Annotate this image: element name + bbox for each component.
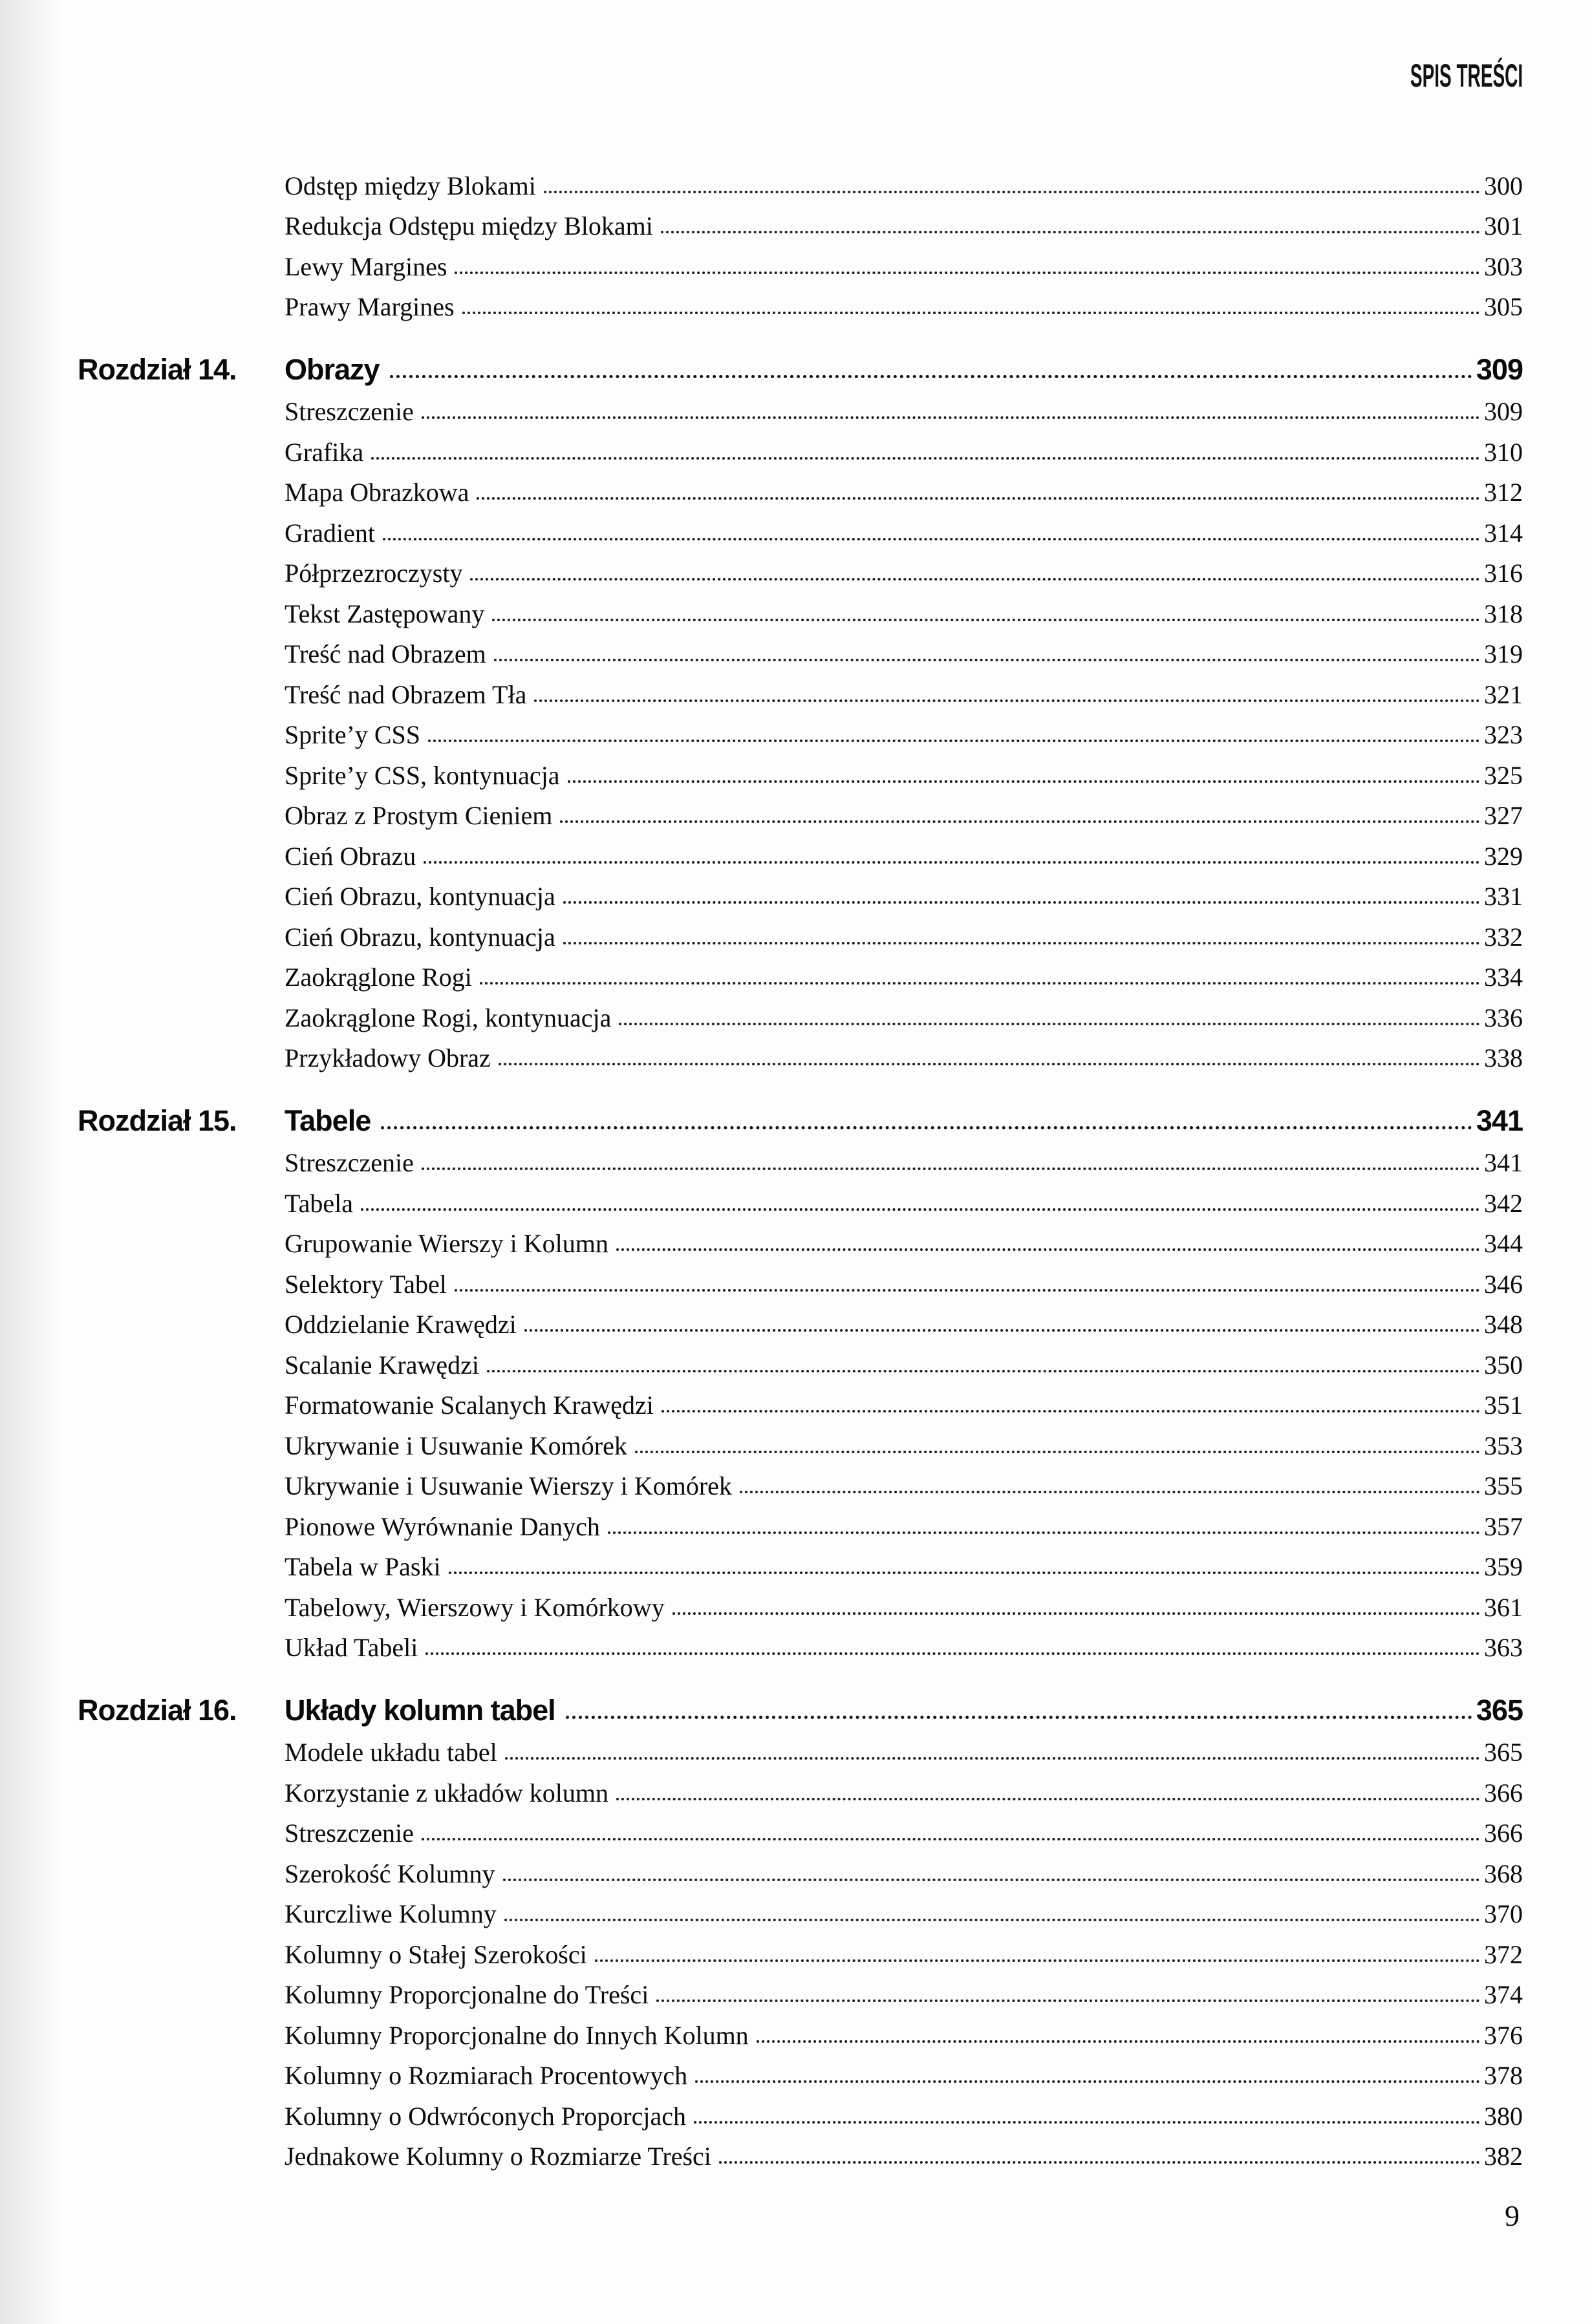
toc-entry-title: Kolumny o Odwróconych Proporcjach [285,2101,686,2131]
toc-entry-row [78,1767,1523,1807]
toc-entry-row [78,1380,1523,1420]
toc-entry-title: Kolumny o Stałej Szerokości [285,1939,587,1969]
toc-entry-title: Pionowe Wyrównanie Danych [285,1511,600,1541]
dotted-leader [595,1959,1480,1962]
toc-chapter-page: 309 [1476,353,1523,386]
toc-entry-page: 300 [1484,171,1523,200]
toc-entry-page: 355 [1484,1471,1523,1500]
toc-entry-title: Streszczenie [285,1818,414,1848]
toc-entry-title: Ukrywanie i Usuwanie Komórek [285,1431,627,1460]
toc-entry-row [78,709,1523,750]
toc-entry-row [78,1500,1523,1541]
dotted-leader [534,699,1480,702]
toc-chapter-page: 341 [1476,1104,1523,1137]
toc-entry-row [78,2009,1523,2050]
toc [78,160,1523,2171]
toc-entry-row [78,911,1523,952]
toc-entry-page: 323 [1484,720,1523,749]
toc-entry-page: 321 [1484,679,1523,709]
toc-entry-page: 380 [1484,2101,1523,2131]
toc-entry-title: Selektory Tabel [285,1269,447,1299]
toc-entry-row [78,2090,1523,2131]
dotted-leader [424,861,1480,864]
toc-chapter-label: Rozdział 14. [78,353,237,386]
toc-entry-page: 353 [1484,1431,1523,1460]
toc-entry-title: Sprite’y CSS [285,720,421,749]
dotted-leader [480,982,1480,985]
dotted-leader [616,1248,1480,1251]
dotted-leader [672,1612,1480,1615]
toc-entry-row [78,548,1523,588]
toc-entry-row [78,1541,1523,1582]
toc-entry-page: 301 [1484,211,1523,240]
toc-entry-page: 312 [1484,478,1523,507]
toc-entry-title: Tabelowy, Wierszowy i Komórkowy [285,1592,665,1622]
toc-entry-title: Szerokość Kolumny [285,1859,495,1888]
toc-entry-row [78,1177,1523,1218]
toc-entry-title: Lewy Margines [285,251,447,281]
toc-entry-title: Redukcja Odstępu między Blokami [285,211,653,240]
dotted-leader [661,231,1480,233]
toc-entry-page: 305 [1484,292,1523,321]
toc-entry-title: Kurczliwe Kolumny [285,1899,497,1928]
toc-entry-row [78,1460,1523,1501]
dotted-leader [494,659,1480,661]
dotted-leader [505,1757,1480,1760]
toc-entry-row [78,1969,1523,2010]
toc-entry-title: Grafika [285,437,364,467]
toc-entry-row [78,1848,1523,1888]
toc-entry-title: Formatowanie Scalanych Krawędzi [285,1391,654,1420]
toc-entry-page: 348 [1484,1310,1523,1339]
toc-entry-row [78,1218,1523,1259]
toc-chapter-label: Rozdział 16. [78,1694,237,1727]
toc-entry-row [78,2131,1523,2171]
page-number: 9 [1505,2199,1520,2232]
toc-entry-title: Scalanie Krawędzi [285,1350,479,1380]
toc-chapter-page: 365 [1476,1694,1523,1727]
toc-entry-page: 382 [1484,2142,1523,2171]
dotted-leader [619,1023,1480,1025]
dotted-leader [504,1919,1480,1921]
toc-entry-row [78,386,1523,427]
dotted-leader [470,578,1480,581]
toc-entry-page: 344 [1484,1229,1523,1258]
toc-entry-page: 346 [1484,1269,1523,1299]
dotted-leader [757,2040,1480,2043]
toc-entry-title: Kolumny Proporcjonalne do Treści [285,1980,649,2009]
dotted-leader [695,2080,1480,2083]
toc-entry-title: Grupowanie Wierszy i Kolumn [285,1229,608,1258]
toc-entry-row [78,790,1523,831]
toc-entry-row [78,1339,1523,1380]
dotted-leader [566,1716,1472,1719]
dotted-leader [390,375,1472,378]
toc-entry-title: Treść nad Obrazem [285,639,486,668]
toc-chapter-title: Tabele [285,1104,371,1137]
toc-entry-title: Oddzielanie Krawędzi [285,1310,517,1339]
toc-entry-title: Prawy Margines [285,292,455,321]
toc-entry-page: 378 [1484,2061,1523,2090]
toc-entry-page: 351 [1484,1391,1523,1420]
toc-entry-page: 350 [1484,1350,1523,1380]
toc-entry-row [78,1581,1523,1622]
toc-entry-row [78,588,1523,628]
toc-entry-page: 363 [1484,1633,1523,1662]
toc-entry-title: Sprite’y CSS, kontynuacja [285,760,560,790]
toc-entry-page: 366 [1484,1818,1523,1848]
toc-entry-page: 370 [1484,1899,1523,1928]
toc-entry-page: 368 [1484,1859,1523,1888]
toc-entry-row [78,992,1523,1032]
toc-entry-page: 310 [1484,437,1523,467]
toc-entry-page: 338 [1484,1043,1523,1072]
dotted-leader [422,1838,1480,1840]
toc-entry-page: 319 [1484,639,1523,668]
dotted-leader [487,1370,1480,1372]
toc-entry-row [78,507,1523,548]
dotted-leader [422,416,1480,419]
toc-entry-page: 359 [1484,1552,1523,1581]
dotted-leader [560,820,1480,823]
toc-entry-title: Modele układu tabel [285,1738,497,1767]
toc-entry-page: 329 [1484,841,1523,871]
dotted-leader [544,191,1480,193]
dotted-leader [449,1572,1480,1574]
toc-entry-row [78,1622,1523,1663]
toc-chapter-label: Rozdział 15. [78,1104,237,1137]
toc-entry-title: Układ Tabeli [285,1633,418,1662]
toc-entry-row [78,467,1523,507]
dotted-leader [563,942,1480,944]
toc-entry-row [78,1032,1523,1073]
dotted-leader [635,1451,1480,1453]
toc-chapter-row [78,345,1523,386]
toc-entry-page: 318 [1484,599,1523,628]
toc-entry-page: 341 [1484,1148,1523,1177]
toc-entry-page: 342 [1484,1188,1523,1218]
toc-entry-row [78,1727,1523,1767]
dotted-leader [568,780,1480,783]
toc-entry-row [78,871,1523,911]
toc-entry-title: Półprzezroczysty [285,559,463,588]
toc-entry-row [78,1807,1523,1848]
dotted-leader [492,619,1480,621]
toc-entry-row [78,628,1523,669]
dotted-leader [425,1652,1480,1655]
toc-entry-row [78,2050,1523,2091]
dotted-leader [524,1329,1480,1332]
dotted-leader [371,457,1480,460]
toc-entry-page: 336 [1484,1003,1523,1032]
toc-entry-page: 316 [1484,559,1523,588]
dotted-leader [383,538,1480,540]
toc-entry-page: 334 [1484,963,1523,992]
toc-entry-row [78,1137,1523,1178]
toc-entry-title: Tabela [285,1188,354,1218]
toc-entry-page: 366 [1484,1778,1523,1807]
dotted-leader [455,1289,1480,1292]
dotted-leader [455,272,1480,274]
toc-chapter-title: Układy kolumn tabel [285,1694,555,1727]
toc-entry-title: Odstęp między Blokami [285,171,536,200]
toc-entry-title: Tekst Zastępowany [285,599,485,628]
toc-entry-title: Mapa Obrazkowa [285,478,469,507]
toc-entry-title: Ukrywanie i Usuwanie Wierszy i Komórek [285,1471,732,1500]
toc-entry-title: Gradient [285,518,375,548]
dotted-leader [462,312,1480,314]
toc-entry-page: 357 [1484,1511,1523,1541]
toc-entry-page: 303 [1484,251,1523,281]
toc-entry-row [78,668,1523,709]
toc-entry-row [78,200,1523,241]
dotted-leader [361,1208,1480,1211]
toc-entry-title: Streszczenie [285,1148,414,1177]
toc-entry-row [78,160,1523,200]
toc-entry-page: 332 [1484,922,1523,952]
toc-entry-row [78,1299,1523,1339]
toc-chapter-row [78,1096,1523,1137]
toc-entry-title: Zaokrąglone Rogi, kontynuacja [285,1003,612,1032]
toc-entry-title: Tabela w Paski [285,1552,441,1581]
dotted-leader [563,901,1480,904]
toc-entry-title: Cień Obrazu, kontynuacja [285,882,555,911]
toc-entry-title: Streszczenie [285,397,414,426]
dotted-leader [381,1126,1472,1129]
dotted-leader [428,740,1480,742]
dotted-leader [740,1491,1480,1493]
toc-entry-row [78,1258,1523,1299]
dotted-leader [499,1063,1480,1065]
toc-entry-row [78,830,1523,871]
dotted-leader [616,1798,1480,1800]
toc-chapter-title: Obrazy [285,353,380,386]
toc-entry-page: 372 [1484,1939,1523,1969]
toc-entry-row [78,1420,1523,1460]
toc-entry-title: Kolumny Proporcjonalne do Innych Kolumn [285,2020,749,2050]
dotted-leader [662,1410,1480,1413]
toc-entry-row [78,426,1523,467]
dotted-leader [477,497,1480,500]
toc-entry-title: Obraz z Prostym Cieniem [285,801,553,830]
dotted-leader [608,1531,1480,1534]
toc-entry-row [78,281,1523,322]
dotted-leader [694,2121,1480,2124]
toc-entry-page: 325 [1484,760,1523,790]
toc-entry-page: 331 [1484,882,1523,911]
toc-entry-row [78,1928,1523,1969]
toc-entry-page: 309 [1484,397,1523,426]
toc-entry-title: Korzystanie z układów kolumn [285,1778,608,1807]
toc-entry-row [78,952,1523,992]
toc-entry-page: 374 [1484,1980,1523,2009]
toc-entry-row [78,749,1523,790]
toc-entry-title: Kolumny o Rozmiarach Procentowych [285,2061,688,2090]
toc-entry-title: Przykładowy Obraz [285,1043,491,1072]
toc-entry-title: Jednakowe Kolumny o Rozmiarze Treści [285,2142,711,2171]
toc-entry-page: 361 [1484,1592,1523,1622]
toc-entry-page: 376 [1484,2020,1523,2050]
dotted-leader [503,1879,1480,1881]
toc-entry-title: Zaokrąglone Rogi [285,963,472,992]
toc-entry-page: 327 [1484,801,1523,830]
toc-entry-row [78,240,1523,281]
dotted-leader [422,1167,1480,1170]
toc-entry-row [78,1888,1523,1929]
toc-entry-page: 314 [1484,518,1523,548]
toc-entry-title: Cień Obrazu, kontynuacja [285,922,555,952]
running-header: SPIS TREŚCI [1410,58,1523,94]
toc-entry-title: Treść nad Obrazem Tła [285,679,527,709]
toc-entry-title: Cień Obrazu [285,841,416,871]
toc-entry-page: 365 [1484,1738,1523,1767]
dotted-leader [719,2161,1480,2164]
toc-chapter-row [78,1686,1523,1727]
dotted-leader [656,1999,1480,2002]
